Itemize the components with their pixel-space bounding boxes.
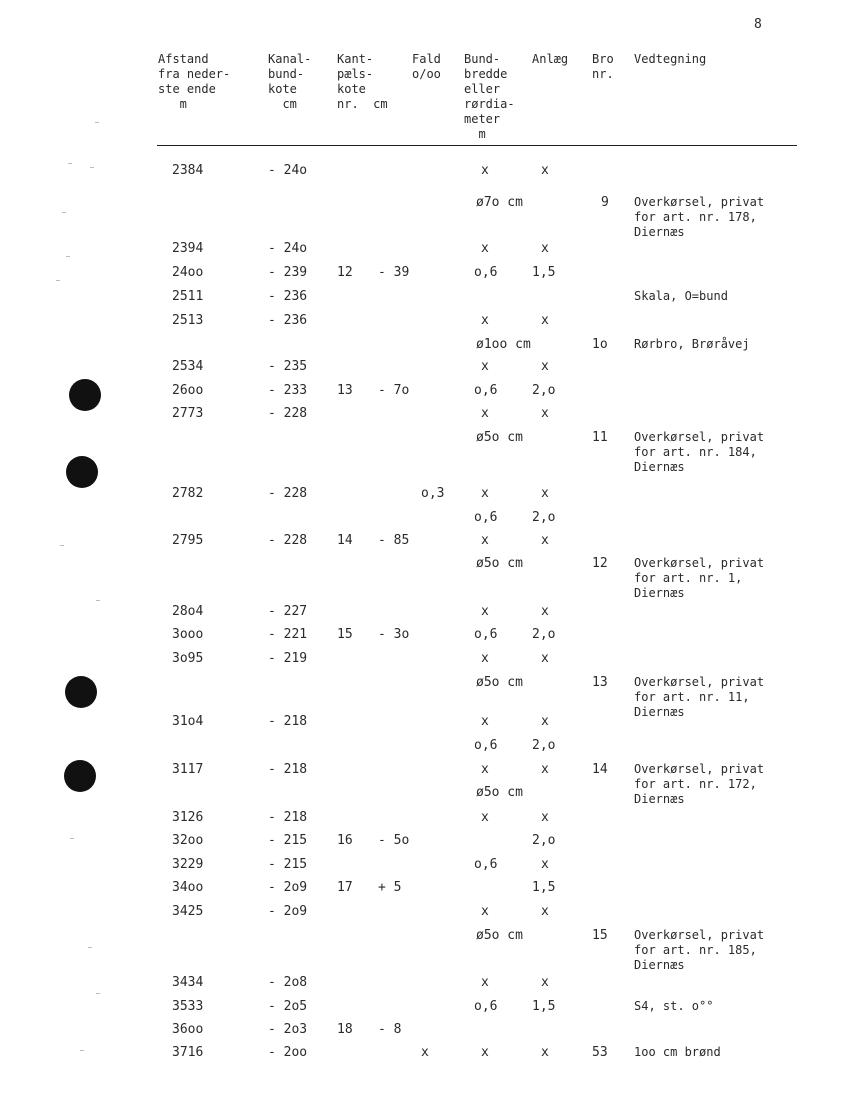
cell-bro: 53: [592, 1045, 608, 1060]
cell-kote: - 239: [268, 265, 308, 280]
cell-afstand: 2511: [172, 289, 204, 304]
cell-bund: ø1oo cm: [476, 337, 531, 352]
cell-afstand: 2534: [172, 359, 204, 374]
cell-afstand: 3716: [172, 1045, 204, 1060]
cell-kote: - 2oo: [268, 1045, 308, 1060]
cell-kant-cm: - 39: [378, 265, 410, 280]
cell-kant-cm: - 3o: [378, 627, 410, 642]
cell-bund: x: [481, 486, 489, 501]
header-kanalbund: Kanal- bund- kote cm: [268, 52, 312, 111]
cell-bro: 15: [592, 928, 608, 943]
cell-kant-cm: - 85: [378, 533, 410, 548]
cell-afstand: 3425: [172, 904, 204, 919]
cell-bund: ø5o cm: [476, 785, 523, 800]
cell-anlaeg: 1,5: [532, 999, 556, 1014]
cell-afstand: 3117: [172, 762, 204, 777]
cell-kant-cm: + 5: [378, 880, 402, 895]
cell-bund: o,6: [474, 627, 498, 642]
cell-kant-nr: 17: [337, 880, 353, 895]
speck: [66, 256, 70, 257]
cell-vedtegning: S4, st. o°°: [634, 999, 714, 1013]
cell-bund: o,6: [474, 857, 498, 872]
header-bund: Bund- bredde eller rørdia- meter m: [464, 52, 515, 141]
cell-kote: - 221: [268, 627, 308, 642]
cell-kant-cm: - 7o: [378, 383, 410, 398]
cell-anlaeg: x: [541, 406, 549, 421]
cell-afstand: 3ooo: [172, 627, 204, 642]
cell-anlaeg: x: [541, 163, 549, 178]
cell-bund: ø5o cm: [476, 675, 523, 690]
cell-bund: x: [481, 406, 489, 421]
punch-hole: [64, 760, 96, 792]
cell-vedtegning: Overkørsel, privat for art. nr. 178, Diernæs: [634, 195, 765, 239]
cell-afstand: 24oo: [172, 265, 204, 280]
cell-vedtegning: Rørbro, Brøråvej: [634, 337, 750, 351]
cell-afstand: 2773: [172, 406, 204, 421]
cell-bund: x: [481, 975, 489, 990]
cell-vedtegning: Overkørsel, privat for art. nr. 185, Diernæs: [634, 928, 765, 972]
header-bro: Bro nr.: [592, 52, 614, 81]
cell-bund: x: [481, 714, 489, 729]
cell-afstand: 2795: [172, 533, 204, 548]
speck: [80, 1050, 84, 1051]
cell-bund: o,6: [474, 383, 498, 398]
cell-afstand: 34oo: [172, 880, 204, 895]
cell-anlaeg: x: [541, 975, 549, 990]
cell-bund: o,6: [474, 738, 498, 753]
speck: [96, 600, 100, 601]
cell-kote: - 218: [268, 714, 308, 729]
cell-anlaeg: x: [541, 651, 549, 666]
speck: [90, 167, 94, 168]
cell-kote: - 218: [268, 762, 308, 777]
cell-bund: x: [481, 163, 489, 178]
speck: [56, 280, 60, 281]
cell-kant-nr: 12: [337, 265, 353, 280]
cell-kote: - 233: [268, 383, 308, 398]
cell-bund: ø5o cm: [476, 928, 523, 943]
cell-afstand: 2384: [172, 163, 204, 178]
cell-bund: o,6: [474, 510, 498, 525]
speck: [95, 122, 99, 123]
cell-vedtegning: Overkørsel, privat for art. nr. 172, Diernæs: [634, 762, 765, 806]
cell-kant-nr: 13: [337, 383, 353, 398]
cell-bund: ø5o cm: [476, 556, 523, 571]
cell-kote: - 24o: [268, 163, 308, 178]
cell-fald: x: [421, 1045, 429, 1060]
cell-fald: o,3: [421, 486, 445, 501]
cell-anlaeg: 1,5: [532, 265, 556, 280]
header-vedtegning: Vedtegning: [634, 52, 707, 66]
cell-afstand: 2394: [172, 241, 204, 256]
cell-bund: ø7o cm: [476, 195, 523, 210]
speck: [70, 838, 74, 839]
page-number: 8: [754, 17, 762, 32]
cell-kote: - 219: [268, 651, 308, 666]
cell-vedtegning: 1oo cm brønd: [634, 1045, 721, 1059]
cell-anlaeg: 1,5: [532, 880, 556, 895]
cell-kote: - 2o8: [268, 975, 308, 990]
cell-kote: - 236: [268, 313, 308, 328]
cell-bund: x: [481, 1045, 489, 1060]
speck: [60, 545, 64, 546]
cell-bund: x: [481, 533, 489, 548]
cell-kote: - 24o: [268, 241, 308, 256]
cell-anlaeg: x: [541, 810, 549, 825]
cell-kote: - 2o3: [268, 1022, 308, 1037]
speck: [88, 947, 92, 948]
cell-anlaeg: 2,o: [532, 833, 556, 848]
cell-kote: - 215: [268, 833, 308, 848]
cell-kote: - 218: [268, 810, 308, 825]
punch-hole: [69, 379, 101, 411]
speck: [96, 993, 100, 994]
cell-bund: x: [481, 313, 489, 328]
cell-afstand: 2513: [172, 313, 204, 328]
cell-kote: - 2o5: [268, 999, 308, 1014]
punch-hole: [65, 676, 97, 708]
cell-bund: x: [481, 241, 489, 256]
cell-anlaeg: 2,o: [532, 383, 556, 398]
cell-kote: - 227: [268, 604, 308, 619]
cell-anlaeg: x: [541, 904, 549, 919]
cell-anlaeg: x: [541, 486, 549, 501]
cell-afstand: 3o95: [172, 651, 204, 666]
header-anlaeg: Anlæg: [532, 52, 569, 66]
cell-kote: - 236: [268, 289, 308, 304]
cell-anlaeg: x: [541, 604, 549, 619]
cell-vedtegning: Overkørsel, privat for art. nr. 184, Diernæs: [634, 430, 765, 474]
cell-kant-nr: 18: [337, 1022, 353, 1037]
punch-hole: [66, 456, 98, 488]
cell-bro: 13: [592, 675, 608, 690]
cell-anlaeg: x: [541, 762, 549, 777]
cell-bro: 11: [592, 430, 608, 445]
cell-afstand: 32oo: [172, 833, 204, 848]
cell-anlaeg: 2,o: [532, 627, 556, 642]
header-fald: Fald o/oo: [412, 52, 441, 81]
cell-bro: 1o: [592, 337, 608, 352]
cell-vedtegning: Overkørsel, privat for art. nr. 11, Diernæs: [634, 675, 765, 719]
cell-anlaeg: x: [541, 359, 549, 374]
cell-kote: - 228: [268, 406, 308, 421]
cell-anlaeg: x: [541, 714, 549, 729]
cell-afstand: 26oo: [172, 383, 204, 398]
cell-bro: 9: [601, 195, 609, 210]
cell-kant-nr: 16: [337, 833, 353, 848]
cell-anlaeg: x: [541, 313, 549, 328]
cell-anlaeg: 2,o: [532, 738, 556, 753]
cell-kant-nr: 14: [337, 533, 353, 548]
cell-kote: - 228: [268, 533, 308, 548]
cell-afstand: 3434: [172, 975, 204, 990]
speck: [68, 163, 72, 164]
cell-anlaeg: x: [541, 1045, 549, 1060]
header-kantpael: Kant- pæls- kote nr. cm: [337, 52, 388, 111]
cell-anlaeg: x: [541, 241, 549, 256]
cell-bund: x: [481, 762, 489, 777]
cell-kant-cm: - 8: [378, 1022, 402, 1037]
cell-kote: - 235: [268, 359, 308, 374]
cell-vedtegning: Overkørsel, privat for art. nr. 1, Diernæs: [634, 556, 765, 600]
cell-bro: 12: [592, 556, 608, 571]
cell-kote: - 215: [268, 857, 308, 872]
cell-anlaeg: 2,o: [532, 510, 556, 525]
cell-bund: x: [481, 904, 489, 919]
speck: [62, 212, 66, 213]
cell-bund: x: [481, 810, 489, 825]
cell-afstand: 28o4: [172, 604, 204, 619]
cell-bund: o,6: [474, 999, 498, 1014]
cell-bro: 14: [592, 762, 608, 777]
cell-kant-nr: 15: [337, 627, 353, 642]
header-rule: [157, 145, 797, 146]
cell-anlaeg: x: [541, 533, 549, 548]
cell-anlaeg: x: [541, 857, 549, 872]
cell-vedtegning: Skala, O=bund: [634, 289, 728, 303]
cell-afstand: 3533: [172, 999, 204, 1014]
cell-afstand: 2782: [172, 486, 204, 501]
cell-afstand: 31o4: [172, 714, 204, 729]
cell-kote: - 228: [268, 486, 308, 501]
cell-kote: - 2o9: [268, 904, 308, 919]
cell-bund: x: [481, 651, 489, 666]
cell-bund: x: [481, 604, 489, 619]
cell-bund: ø5o cm: [476, 430, 523, 445]
cell-kote: - 2o9: [268, 880, 308, 895]
cell-afstand: 3126: [172, 810, 204, 825]
cell-afstand: 3229: [172, 857, 204, 872]
cell-bund: x: [481, 359, 489, 374]
header-afstand: Afstand fra neder- ste ende m: [158, 52, 231, 111]
cell-afstand: 36oo: [172, 1022, 204, 1037]
cell-kant-cm: - 5o: [378, 833, 410, 848]
cell-bund: o,6: [474, 265, 498, 280]
